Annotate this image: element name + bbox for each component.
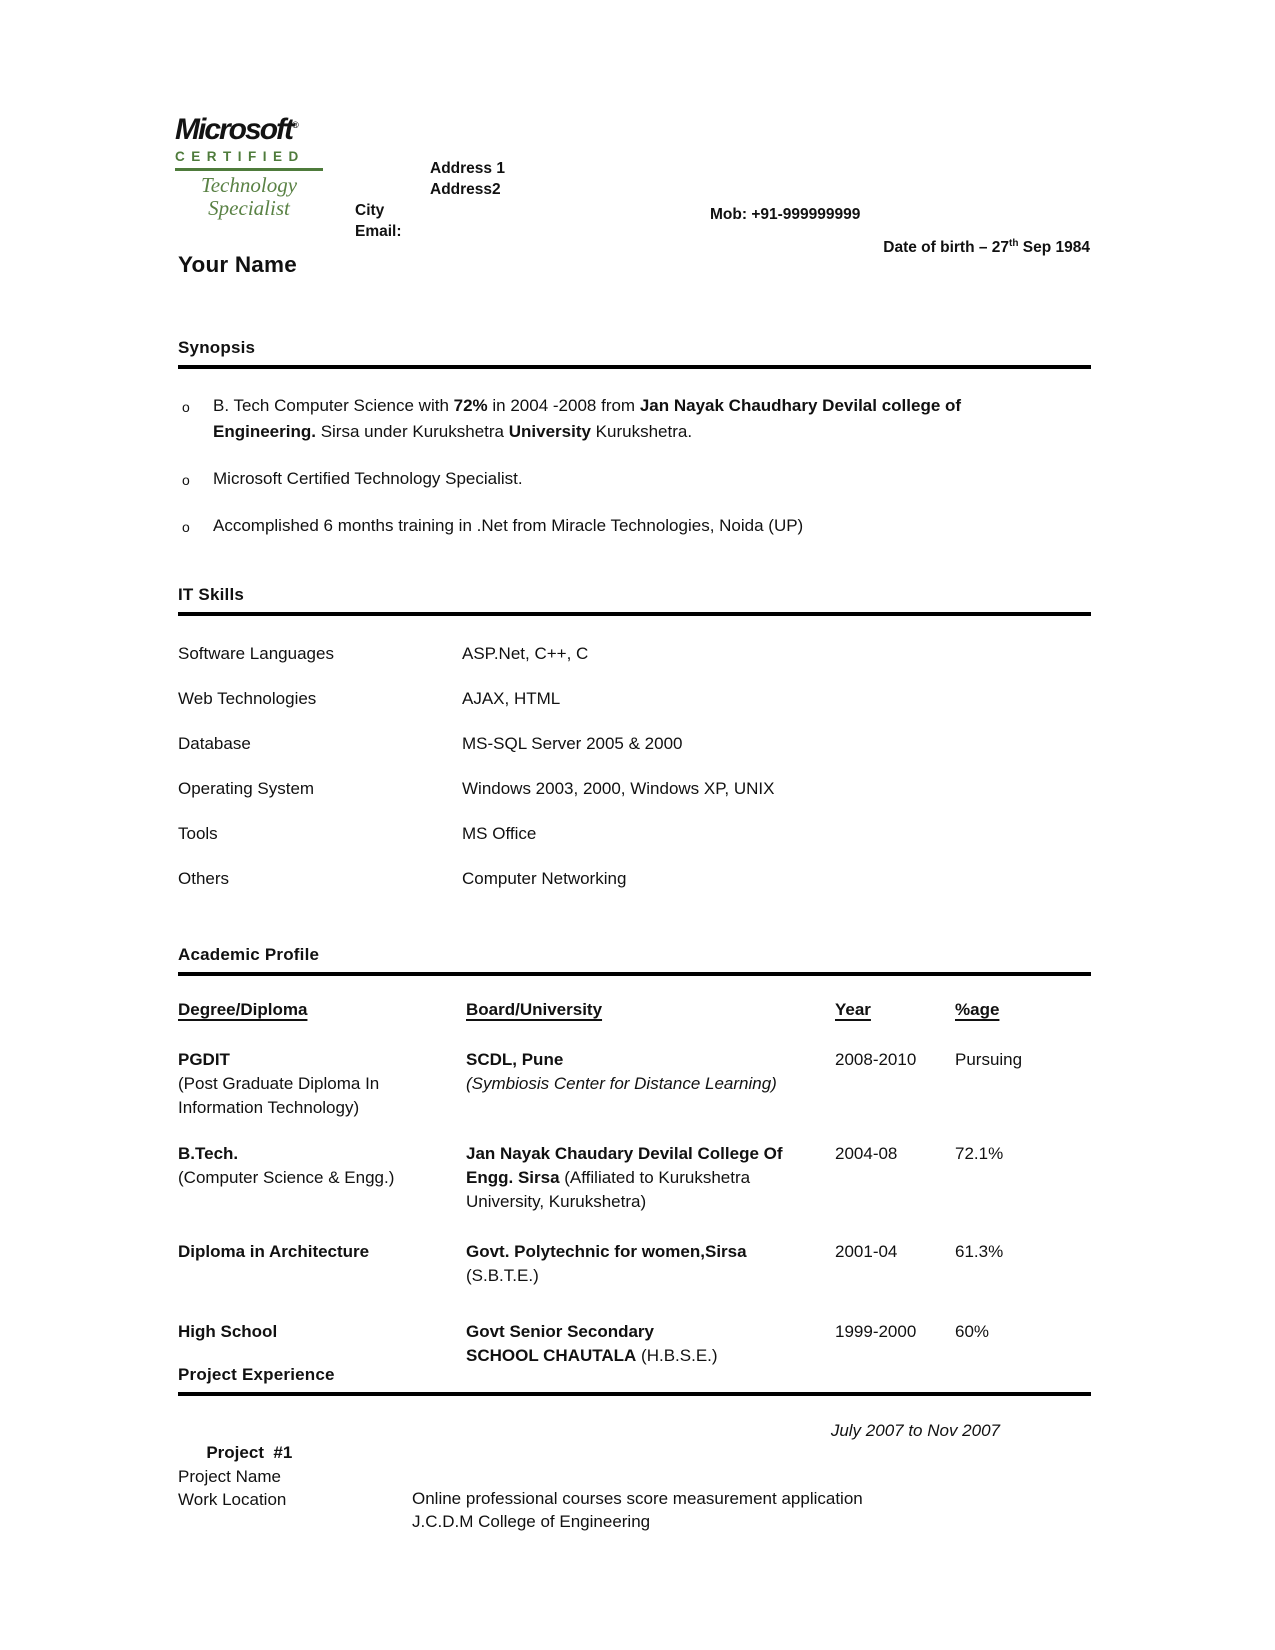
- skill-value: Windows 2003, 2000, Windows XP, UNIX: [462, 779, 775, 798]
- logo-specialist-text: Specialist: [208, 196, 290, 220]
- skill-label: Software Languages: [178, 644, 334, 663]
- logo-microsoft-wordmark: [175, 110, 325, 145]
- bullet-text: in 2004 -2008 from: [487, 396, 640, 415]
- bullet-text: Accomplished 6 months training in .Net from Miracle Technologies, Noida (UP): [213, 516, 804, 535]
- synopsis-bullet-2: [178, 466, 1013, 492]
- project-name-label: Project Name: [178, 1467, 281, 1486]
- bullet-text-bold: Jan Nayak Chaudhary Devilal college of Engineering.: [213, 396, 962, 441]
- skill-label: Operating System: [178, 779, 315, 798]
- synopsis-rule: [178, 365, 1091, 369]
- academic-rule: [178, 972, 1091, 976]
- dob-suffix: Sep 1984: [1018, 239, 1090, 257]
- section-it-skills: [178, 585, 1091, 914]
- logo-brand-text: Microsoft: [175, 113, 292, 146]
- year-value: 1999-2000: [835, 1322, 917, 1341]
- section-academic-profile: [178, 945, 1091, 1365]
- pct-value: 61.3%: [955, 1242, 1004, 1261]
- it-skills-table: [178, 644, 1091, 914]
- board-detail: (S.B.T.E.): [466, 1266, 539, 1285]
- bullet-marker: o: [182, 519, 190, 535]
- board-name-cont: Engg. Sirsa: [466, 1168, 560, 1187]
- date-of-birth: [883, 233, 1090, 258]
- email-label: Email:: [355, 223, 402, 240]
- bullet-text: Kurukshetra.: [590, 422, 693, 441]
- project-number: Project #1: [206, 1443, 293, 1462]
- skill-value: MS-SQL Server 2005 & 2000: [462, 734, 683, 753]
- board-affiliation: (H.B.S.E.): [636, 1346, 718, 1365]
- address-block: [430, 158, 505, 200]
- section-synopsis: [178, 338, 1091, 560]
- degree-detail: (Computer Science & Engg.): [178, 1168, 395, 1187]
- mcts-logo: [175, 110, 325, 220]
- work-location-row: [178, 1467, 1091, 1555]
- bullet-text-bold: University: [508, 422, 591, 441]
- degree-name: High School: [178, 1322, 278, 1341]
- board-name: SCDL, Pune: [466, 1050, 564, 1069]
- board-name: Govt Senior Secondary: [466, 1322, 654, 1341]
- column-header-board: Board/University: [466, 1000, 603, 1019]
- synopsis-bullet-1: [178, 393, 1013, 445]
- it-skills-title: IT Skills: [178, 585, 245, 604]
- registered-mark-icon: ®: [292, 120, 299, 130]
- year-value: 2008-2010: [835, 1050, 917, 1069]
- dob-prefix: Date of birth – 27: [883, 239, 1010, 257]
- bullet-text: B. Tech Computer Science with: [213, 396, 454, 415]
- pct-value: 60%: [955, 1322, 990, 1341]
- column-header-pct: %age: [955, 1000, 1000, 1019]
- bullet-text: Sirsa under Kurukshetra: [315, 422, 509, 441]
- pct-value: Pursuing: [955, 1050, 1023, 1069]
- mobile-number: Mob: +91-999999999: [710, 206, 861, 223]
- address-line-1: Address 1: [430, 160, 505, 177]
- skill-value: AJAX, HTML: [462, 689, 561, 708]
- skill-row-database: [178, 734, 1091, 779]
- board-detail: [466, 1166, 846, 1190]
- logo-technology-text: Technology: [200, 173, 298, 197]
- degree-name: PGDIT: [178, 1050, 230, 1069]
- skill-label: Others: [178, 869, 230, 888]
- column-header-year: Year: [835, 1000, 871, 1019]
- pct-value: 72.1%: [955, 1144, 1004, 1163]
- skill-value: Computer Networking: [462, 869, 627, 888]
- projects-title: Project Experience: [178, 1365, 335, 1384]
- board-affiliation: (Affiliated to Kurukshetra: [559, 1168, 751, 1187]
- project-duration: July 2007 to Nov 2007: [830, 1421, 1000, 1440]
- logo-divider: [175, 168, 323, 171]
- city-email-block: [355, 200, 402, 242]
- project-name-value: Online professional courses score measurement application: [412, 1489, 863, 1508]
- degree-name: B.Tech.: [178, 1144, 239, 1163]
- skill-row-tools: [178, 824, 1091, 869]
- address-line-2: Address2: [430, 181, 501, 198]
- degree-detail: (Post Graduate Diploma In: [178, 1074, 380, 1093]
- work-location-label: Work Location: [178, 1490, 287, 1509]
- synopsis-bullets: [178, 393, 1091, 539]
- skill-row-operating-system: [178, 779, 1091, 824]
- board-detail: (Symbiosis Center for Distance Learning): [466, 1074, 777, 1093]
- it-skills-rule: [178, 612, 1091, 616]
- section-project-experience: [178, 1365, 1091, 1531]
- synopsis-bullet-3: [178, 513, 1013, 539]
- skill-label: Database: [178, 734, 251, 753]
- year-value: 2001-04: [835, 1242, 898, 1261]
- bullet-marker: o: [182, 399, 190, 415]
- skill-value: ASP.Net, C++, C: [462, 644, 589, 663]
- city-label: City: [355, 202, 385, 219]
- skill-value: MS Office: [462, 824, 537, 843]
- projects-rule: [178, 1392, 1091, 1396]
- skill-row-web-technologies: [178, 689, 1091, 734]
- bullet-text-bold: 72%: [453, 396, 488, 415]
- work-location-value: J.C.D.M College of Engineering: [412, 1512, 651, 1531]
- degree-name: Diploma in Architecture: [178, 1242, 370, 1261]
- academic-title: Academic Profile: [178, 945, 320, 964]
- dob-superscript: th: [1009, 238, 1019, 249]
- logo-certified-text: CERTIFIED: [175, 149, 305, 164]
- degree-detail: Information Technology): [178, 1098, 360, 1117]
- bullet-text: Microsoft Certified Technology Specialist.: [213, 469, 523, 488]
- board-detail: University, Kurukshetra): [466, 1192, 647, 1211]
- year-value: 2004-08: [835, 1144, 898, 1163]
- skill-label: Web Technologies: [178, 689, 317, 708]
- skill-row-others: [178, 869, 1091, 914]
- board-name-cont: SCHOOL CHAUTALA: [466, 1346, 637, 1365]
- skill-label: Tools: [178, 824, 218, 843]
- candidate-name: Your Name: [178, 252, 297, 277]
- skill-row-software-languages: [178, 644, 1091, 689]
- board-name: Govt. Polytechnic for women,Sirsa: [466, 1242, 747, 1261]
- synopsis-title: Synopsis: [178, 338, 256, 357]
- board-name: Jan Nayak Chaudary Devilal College Of: [466, 1144, 783, 1163]
- column-header-degree: Degree/Diploma: [178, 1000, 308, 1019]
- bullet-marker: o: [182, 472, 190, 488]
